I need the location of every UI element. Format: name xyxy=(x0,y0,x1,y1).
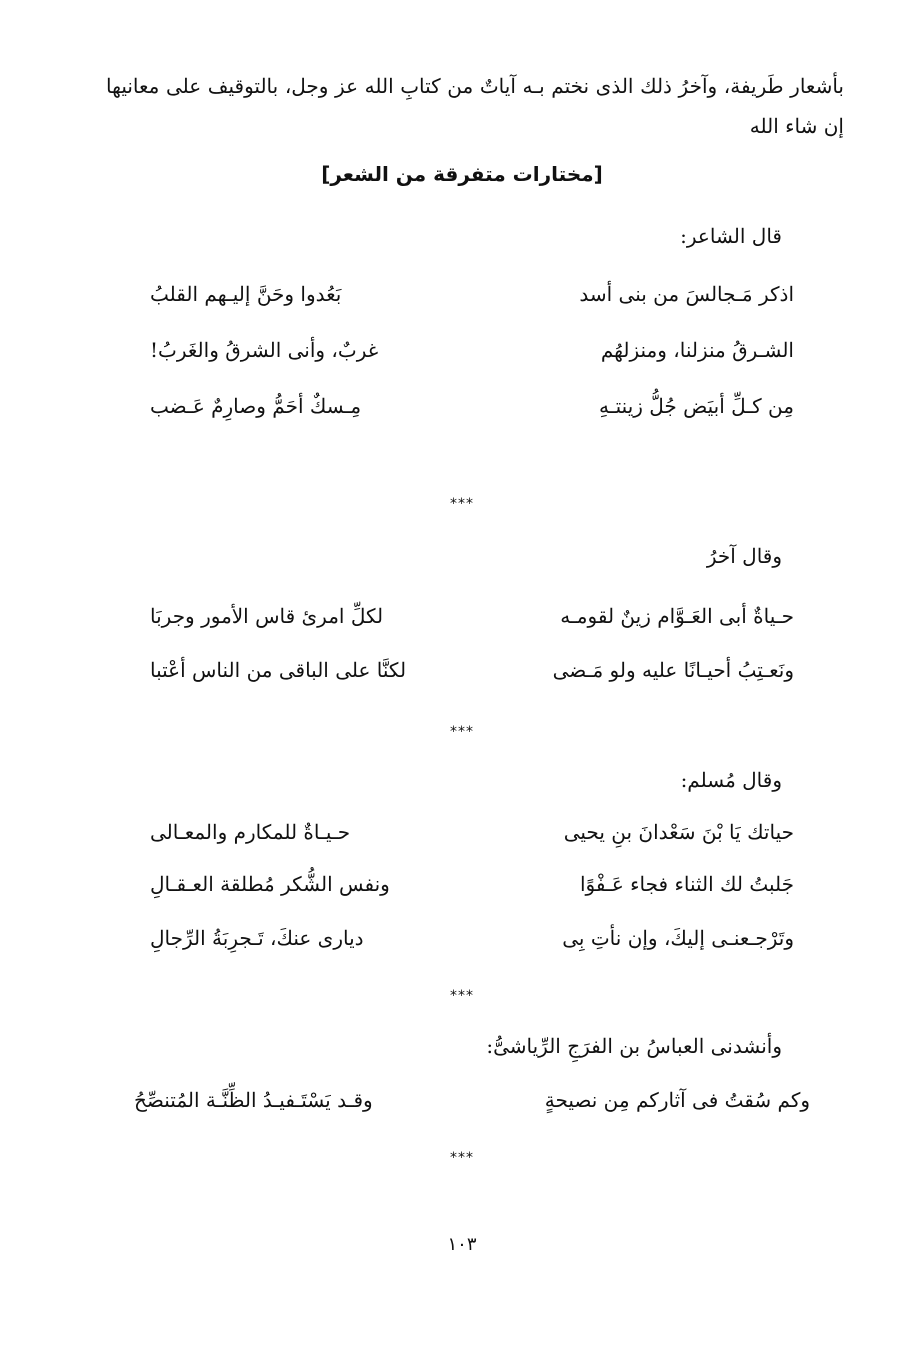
group-1-intro: قال الشاعر: xyxy=(680,224,782,248)
verse-line xyxy=(150,926,794,966)
second-hemistich: غربٌ، وأنى الشرقُ والغَربُ! xyxy=(150,338,379,362)
verse-line xyxy=(150,658,794,698)
verse-line xyxy=(150,282,794,322)
intro-paragraph: بأشعار طَريفة، وآخرُ ذلك الذى نختم بـه آياتٌ من كتابِ الله عز وجل، بالتوقيف على معانيها إن شاء الله xyxy=(106,74,845,138)
section-heading: [مختارات متفرقة من الشعر] xyxy=(321,162,603,186)
second-hemistich: ونفس الشُّكر مُطلقة العـقـالِ xyxy=(150,872,390,896)
verse-line xyxy=(150,338,794,378)
second-hemistich: مِـسكٌ أحَمُّ وصارِمٌ عَـضب xyxy=(150,394,362,418)
second-hemistich: بَعُدوا وحَنَّ إليـهم القلبُ xyxy=(150,282,342,306)
first-hemistich: اذكر مَـجالسَ من بنى أسد xyxy=(579,282,794,306)
first-hemistich: حـياةٌ أبى العَـوَّام زينٌ لقومـه xyxy=(560,604,794,628)
first-hemistich: جَلبتُ لك الثناء فجاء عَـفْوًا xyxy=(579,872,794,896)
first-hemistich: مِن كـلِّ أبيَض جُلُّ زينتـهِ xyxy=(599,394,794,418)
section-divider: *** xyxy=(450,496,474,512)
second-hemistich: حـيـاةٌ للمكارم والمعـالى xyxy=(150,820,351,844)
verse-line xyxy=(134,1088,810,1128)
verse-line xyxy=(150,394,794,434)
group-4-intro: وأنشدنى العباسُ بن الفرَجِ الرِّياشىُّ: xyxy=(486,1034,782,1058)
section-divider: *** xyxy=(450,724,474,740)
second-hemistich: لكنَّا على الباقى من الناس أعْتبا xyxy=(150,658,407,682)
verse-line xyxy=(150,820,794,860)
verse-line xyxy=(150,604,794,644)
second-hemistich: ديارى عنكَ، تَـجرِبَةُ الرِّجالِ xyxy=(150,926,364,950)
first-hemistich: وتَرْجـعنـى إليكَ، وإن نأتِ بِى xyxy=(562,926,794,950)
first-hemistich: وكم سُقتُ فى آثاركم مِن نصيحةٍ xyxy=(544,1088,810,1112)
first-hemistich: الشـرقُ منزلنا، ومنزلهُم xyxy=(600,338,794,362)
section-divider: *** xyxy=(450,988,474,1004)
second-hemistich: وقـد يَسْتَـفيـدُ الظِّنَّـة المُتنصِّحُ xyxy=(134,1088,373,1112)
group-2-intro: وقال آخرُ xyxy=(706,544,782,568)
first-hemistich: حياتك يَا بْنَ سَعْدانَ بنِ يحيى xyxy=(563,820,794,844)
section-divider: *** xyxy=(450,1150,474,1166)
page-number: ١٠٣ xyxy=(447,1234,477,1255)
first-hemistich: ونَعـتِبُ أحيـانًا عليه ولو مَـضى xyxy=(552,658,794,682)
second-hemistich: لكلِّ امرئ قاس الأمور وجربَا xyxy=(150,604,384,628)
verse-line xyxy=(150,872,794,912)
group-3-intro: وقال مُسلم: xyxy=(680,768,782,792)
